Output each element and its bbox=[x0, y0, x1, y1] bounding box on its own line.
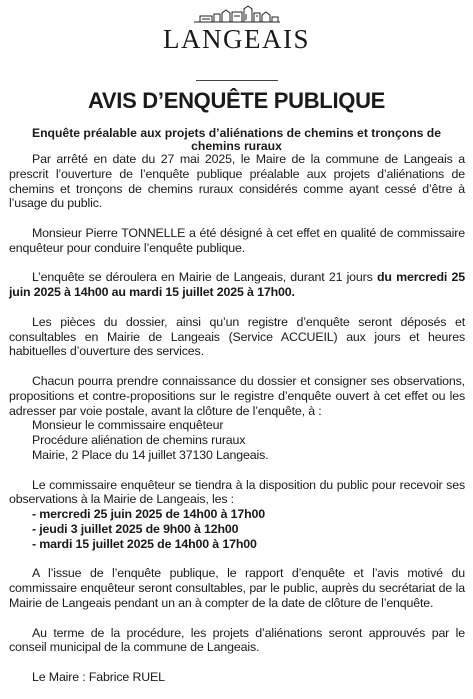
mayor-signature: Le Maire : Fabrice RUEL bbox=[32, 669, 165, 684]
permanence-dates bbox=[32, 507, 465, 551]
logo-wordmark: LANGEAIS bbox=[163, 24, 310, 54]
date-item: - mardi 15 juillet 2025 de 14h00 à 17h00 bbox=[32, 536, 257, 551]
paragraph-approval: Au terme de la procédure, les projets d’aliénations seront approuvés par le conseil municipal de la commune de Langeais. bbox=[9, 625, 465, 655]
date-item: - jeudi 3 juillet 2025 de 9h00 à 12h00 bbox=[32, 521, 239, 536]
paragraph-permanences: Le commissaire enquêteur se tiendra à la disposition du public pour recevoir ses observations à la Mairie de Langeais, les : bbox=[9, 477, 465, 507]
paragraph-report: A l’issue de l’enquête publique, le rapport d’enquête et l’avis motivé du commissaire enquêteur seront consultables, par le public, auprès du secrétariat de la Mairie de Langeais pendant un an à compter de la date de clôture de l’enquête. bbox=[9, 566, 465, 610]
langeais-logo bbox=[0, 4, 473, 54]
paragraph-documents: Les pièces du dossier, ainsi qu’un registre d’enquête seront déposés et consultables en Mairie de Langeais (Service ACCUEIL) aux jours et heures habituelles d’ouverture des services. bbox=[9, 314, 465, 359]
postal-address bbox=[32, 418, 465, 462]
paragraph-observations: Chacun pourra prendre connaissance du dossier et consigner ses observations, propositions et contre-propositions sur le registre d’enquête ouvert à cet effet ou les adresser par voie postale, avant la clôture de l’enquête, à : bbox=[9, 373, 465, 418]
notice-subtitle: Enquête préalable aux projets d’aliénations de chemins et tronçons de chemins ruraux bbox=[31, 126, 442, 153]
duration-text: L’enquête se déroulera en Mairie de Langeais, durant 21 jours bbox=[32, 270, 377, 285]
address-line: Procédure aliénation de chemins ruraux bbox=[32, 433, 246, 448]
notice-body bbox=[9, 152, 465, 699]
title-divider bbox=[196, 80, 278, 81]
notice-title: AVIS D’ENQUÊTE PUBLIQUE bbox=[87, 88, 386, 113]
address-line: Monsieur le commissaire enquêteur bbox=[32, 418, 224, 433]
paragraph-decree: Par arrêté en date du 27 mai 2025, le Maire de la commune de Langeais a prescrit l’ouverture de l’enquête publique préalable aux projets d’aliénations de chemins et tronçons de chemins ruraux considérés comme ayant cessé d’être à l’usage du public. bbox=[9, 152, 465, 211]
date-item: - mercredi 25 juin 2025 de 14h00 à 17h00 bbox=[32, 507, 265, 522]
paragraph-duration bbox=[9, 270, 465, 300]
address-line: Mairie, 2 Place du 14 juillet 37130 Langeais. bbox=[32, 447, 269, 462]
castle-skyline-icon bbox=[192, 4, 282, 24]
duration-dates: du mercredi 25 juin 2025 à 14h00 au mardi 15 juillet 2025 à 17h00. bbox=[9, 270, 465, 300]
paragraph-commissioner: Monsieur Pierre TONNELLE a été désigné à cet effet en qualité de commissaire enquêteur pour conduire l’enquête publique. bbox=[9, 225, 465, 255]
